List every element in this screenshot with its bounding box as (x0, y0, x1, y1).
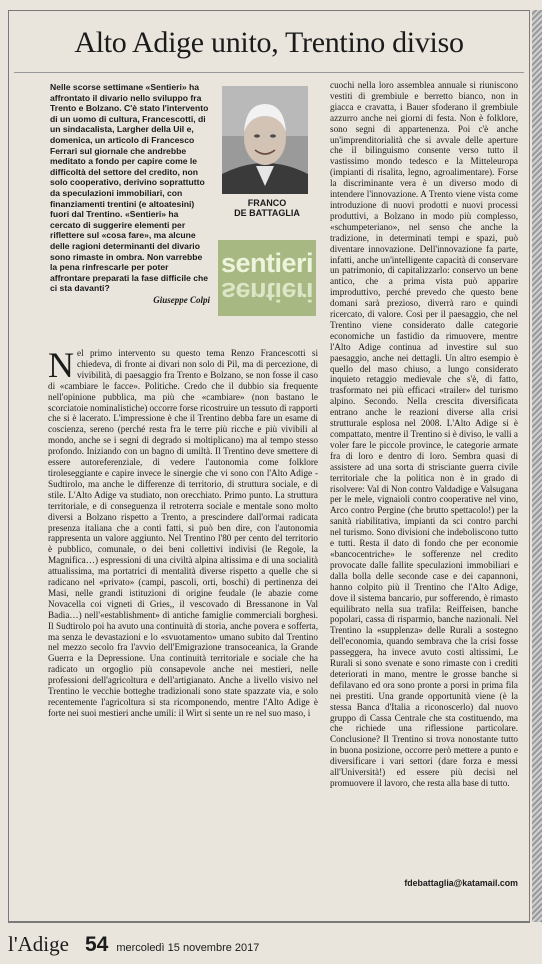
page-number: 54 (84, 933, 109, 956)
intro-box (48, 82, 210, 385)
intro-signature: Giuseppe Colpi (153, 294, 210, 305)
intro-text: Nelle scorse settimane «Sentieri» ha affrontato il divario nello sviluppo fra Trento e Bolzano. C'è stato l'intervento di un uomo di cultura, Francescotti, di un sindacalista, Largher della Uil e, domenica, un articolo di Francesco Ferrari sul giornale che andrebbe meditato a fondo per capire come le difficoltà del settore del credito, non solo cooperativo, derivino soprattutto da speculazioni immobiliari, con finanziamenti trentini (e altoatesini) fuori dal Trentino. «Sentieri» ha cercato di suggerire elementi per riflettere sul «cosa fare», ma alcune delle ragioni determinanti del divario sono rimaste in ombra. Non varrebbe la pena rinfrescarle per poter affrontare preparati la fase difficile che ci sta davanti? (50, 82, 209, 294)
article-text-right: cuochi nella loro assemblea annuale si riuniscono vestiti di grembiule e berretto bianco, non in giacca e cravatta, i Bauer sfoderano il grembiule azzurro anche nei giorni di festa. Non è folklore, sono segni di appartenenza. Poi c'è anche un'imprenditorialità che si avvale delle aperture che il bilinguismo consente verso tutto il vastissimo mondo tedesco e la Mitteleuropa (impianti di risalita, legno, agroalimentare). Forse la discriminante vera è un diverso modo di intendere l'innovazione. A Trento viene vista come introduzione di nuovi prodotti e nuovi processi produttivi, a Bolzano in modo più complesso, «schumpeteriano», nel senso che anche la tradizione, in determinati tempi e spazi, può diventare innovazione. Dell'innovazione fa parte, infatti, anche un'intelligente capacità di conservare un patrimonio, di capitalizzarlo: conservo un bene antico, che a prima vista può apparire improduttivo, perché prevedo che questo bene domani sarà prezioso, diverrà raro e quindi ricercato, di valore. Così per il paesaggio, che nel Trentino viene considerato dalle categorie economiche un fastidio da rimuovere, mentre l'Alto Adige continua ad investire sul suo paesaggio, anche nei dettagli. Un altro esempio è quello del maso chiuso, a lungo considerato inquieto retaggio medievale che s'è, di fatto, trasformato nei più efficaci «trailer» del turismo alpino. Secondo. Nella crescita diversificata entrano anche le reazioni diverse alla crisi strutturale esplosa nel 2008. L'Alto Adige si è compattato, mentre il Trentino si è diviso, le valli a voler fare le piccole province, le categorie armate fra di loro e dentro di loro. Sembra quasi di assistere ad una sorta di strisciante guerra civile territoriale che la politica non è in grado di risolvere: Val di Non contro Valdadige e Valsugana per le mele, vignaioli contro cooperative nel vino, Arco contro Pergine (che brutto spettacolo!) per la sanità riabilitativa, impianti da sci contro parchi nel turismo. Sono divisioni che indeboliscono tutto e tutti. Resta il dato di fondo che per economie «bancocentriche» le sofferenze nel credito provocate dalle fallite speculazioni immobiliari e dalla bolla delle seconde case e dei capannoni, hanno colpito più il Trentino che l'Alto Adige, dove il sistema bancario, pur sofferendo, è rimasto equilibrato nella sua trafila: Reiffeisen, banche popolari, cassa di risparmio, banche nazionali. Nel Trentino la «supplenza» delle Rurali a sostegno dell'economia, quando sembrava che la crisi fosse passeggera, ha invece avuto costi altissimi, Le Rurali si sono svenate e sono rimaste con i crediti deteriorati in mano, mentre le grosse banche si defilavano ed ora sono pronte a porsi in prima fila nei prestiti. Una grande opportunità viene (è la stessa Banca d'Italia a riconoscerlo) dal nuovo gruppo di Cassa Centrale che sta costituendo, ma che richiede una riflessione particolare. Conclusione? Il Trentino si trova nonostante tutto in buona posizione, occorre però mettere a punto e diversificare i vari settori (dare forza e messi all'Università!) ed essere più decisi nel promuovere il lavoro, che resta alla base di tutto. (330, 80, 518, 788)
footer-rule (8, 922, 530, 923)
sentieri-logo (218, 240, 316, 316)
page-footer (8, 932, 259, 956)
headline: Alto Adige unito, Trentino diviso (74, 26, 464, 59)
side-pattern-bar (532, 10, 542, 922)
newspaper-name: l'Adige (8, 932, 69, 956)
drop-cap: N (48, 348, 74, 385)
author-photo (222, 86, 308, 194)
article-column-right (330, 80, 518, 876)
article-text-left: el primo intervento su questo tema Renzo Francescotti si chiedeva, di fronte ai divari non solo di Pil, ma di percezione, di vivibilità, di paesaggio fra Trento e Bolzano, se non fosse il caso di «cambiare le facce». Politiche. Credo che il dubbio sia frequente nell'opinione pubblica, ma più che «cambiare» (non bastano le scorciatoie nominalistiche) occorre forse ricostruire un tessuto di rapporti che si è lacerato. L'impressione è che il Trentino debba fare un esame di coscienza, sereno (perché resta fra le terre più ricche e più vivibili al mondo, anche se i segni di degrado si moltiplicano) ma al tempo stesso profondo. Iniziando con un bagno di umiltà. Il Trentino deve smettere di essere autoreferenziale, di vedere l'autonomia come folklore tiroleseggiante e capire invece le sinergie che vi sono con l'Alto Adige - Sudtirolo, ma anche le differenze di territorio, di struttura sociale, e di stile. L'Alto Adige va studiato, non orecchiato. Primo punto. La struttura territoriale, e di conseguenza il retroterra sociale e mentale sono molto diversi a Bolzano rispetto a Trento, a prescindere dall'ormai radicata presenza italiana che a conti fatti, si può ben dire, con l'autonomia rappresenta un valore aggiunto. Nel Trentino l'80 per cento del territorio è pubblico, comunale, o dei beni collettivi indivisi (le Regole, la Magnifica…) espressioni di una civiltà alpina altissima e di una socialità attualissima, ma portatrici di mentalità diverse rispetto a quelle che si radicano nel «privato» (campi, pascoli, orti, boschi) di pertinenza dei Masi, nelle grandi istituzioni di origine feudale (le abazie come Novacella coi vigneti di Gries,, il vescovado di Bressanone in Val Badia…) nell'«establishment» di antiche famiglie commerciali borghesi. Il Sudtirolo poi ha avuto una continuità di storia, anche povera e sofferta, ma senza le devastazioni e lo «svuotamento» umano subito dal Trentino nel mezzo secolo fra l'avvio dell'Emigrazione transoceanica, la Grande Guerra e la Depressione. Una continuità territoriale e sociale che ha radicato un orgoglio più consapevole anche nei mestieri, nelle professioni dell'agricoltura e dell'artigianato. Anche a livello visivo nel Trentino le vecchie botteghe tradizionali sono state spazzate via, e solo recentemente l'agricoltura si sta ricomponendo, mentre l'Alto Adige è forte nei suoi mestieri anche umili: il Wirt si sente un re nel suo maso, i (48, 348, 318, 718)
headline-rule (14, 72, 524, 73)
author-first-name: FRANCO (247, 198, 287, 208)
logo-word: sentieri (220, 248, 314, 278)
author-portrait-icon (222, 86, 308, 194)
author-last-name: DE BATTAGLIA (234, 208, 300, 218)
article-column-left (48, 348, 318, 893)
issue-date: mercoledì 15 novembre 2017 (116, 942, 260, 954)
logo-word-reflection: sentieri (220, 277, 314, 307)
author-email: fdebattaglia@katamail.com (404, 878, 518, 888)
author-name (214, 198, 320, 218)
